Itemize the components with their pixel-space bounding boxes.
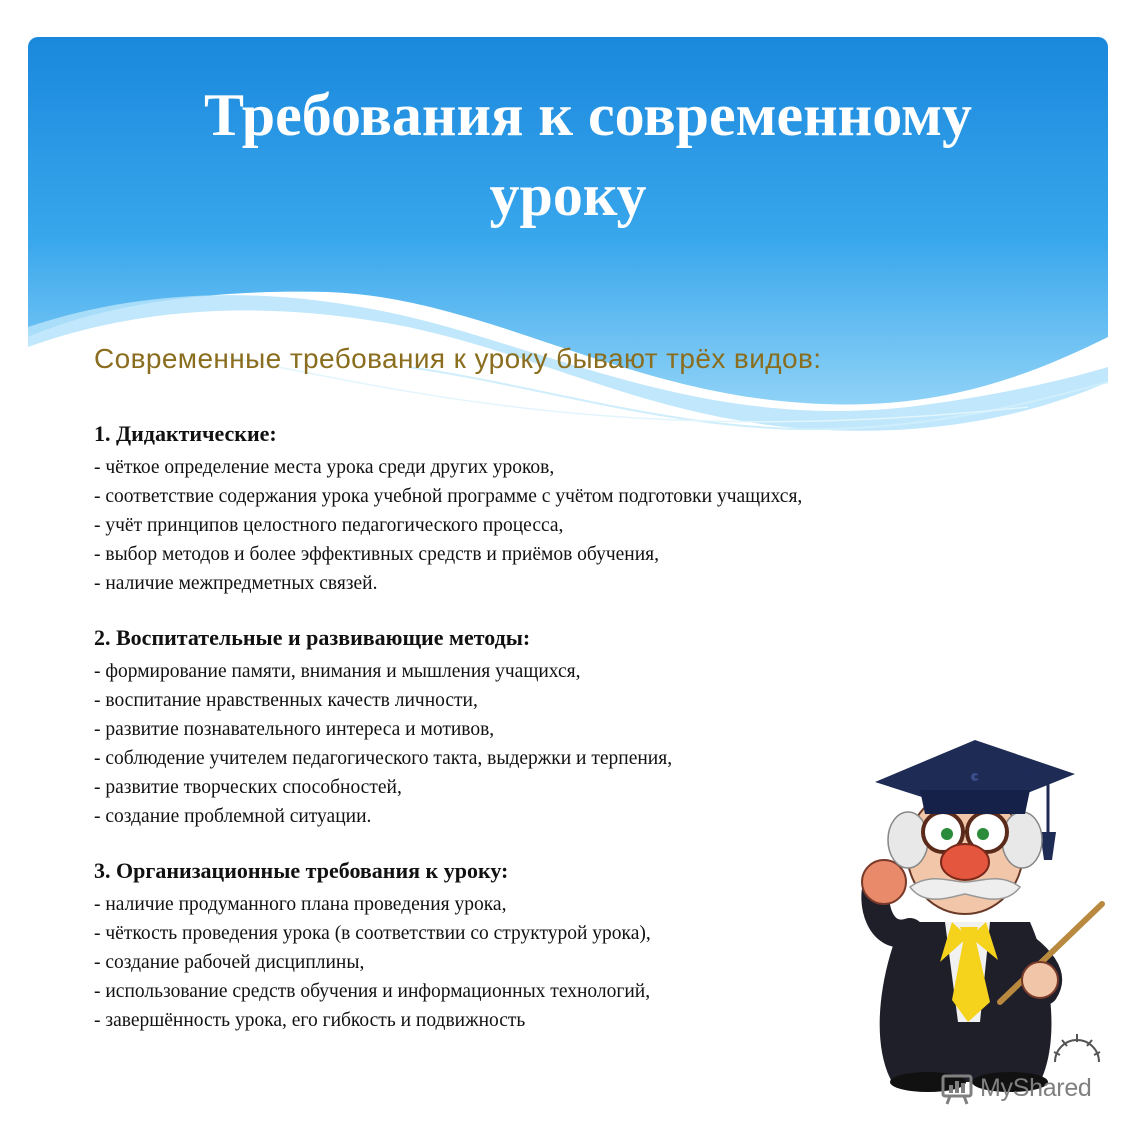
section-heading: 1. Дидактические: xyxy=(94,421,277,446)
list-item: - использование средств обучения и информационных технологий, xyxy=(94,981,651,1002)
alldayru-logo xyxy=(1054,1034,1100,1062)
list-item: - развитие познавательного интереса и мотивов, xyxy=(94,719,495,740)
section-didactic xyxy=(94,419,994,598)
list-item: - воспитание нравственных качеств личности, xyxy=(94,690,478,711)
list-item: - соблюдение учителем педагогического такта, выдержки и терпения, xyxy=(94,748,673,769)
list-item: - чёткость проведения урока (в соответствии со структурой урока), xyxy=(94,923,651,944)
title-line-2: уроку xyxy=(489,162,647,228)
title-line-1: Требования к современному xyxy=(204,82,972,148)
list-item: - наличие продуманного плана проведения урока, xyxy=(94,894,507,915)
list-item: - создание рабочей дисциплины, xyxy=(94,952,365,973)
subtitle: Современные требования к уроку бывают трёх видов: xyxy=(94,343,822,374)
watermark-text: MyShared xyxy=(980,1073,1092,1102)
section-heading: 2. Воспитательные и развивающие методы: xyxy=(94,625,531,650)
section-list xyxy=(94,453,994,598)
list-item: - формирование памяти, внимания и мышления учащихся, xyxy=(94,661,581,682)
professor-illustration xyxy=(840,722,1108,1092)
slide xyxy=(28,37,1108,1097)
presentation-board-icon xyxy=(940,1071,974,1105)
myshared-watermark xyxy=(940,1068,1092,1108)
list-item: - соответствие содержания урока учебной программе с учётом подготовки учащихся, xyxy=(94,486,803,507)
list-item: - развитие творческих способностей, xyxy=(94,777,402,798)
list-item: - наличие межпредметных связей. xyxy=(94,573,378,594)
list-item: - выбор методов и более эффективных средств и приёмов обучения, xyxy=(94,544,660,565)
slide-title xyxy=(28,75,1108,235)
list-item: - чёткое определение места урока среди других уроков, xyxy=(94,457,555,478)
list-item: - завершённость урока, его гибкость и подвижность xyxy=(94,1010,526,1031)
section-heading: 3. Организационные требования к уроку: xyxy=(94,858,509,883)
list-item: - учёт принципов целостного педагогического процесса, xyxy=(94,515,564,536)
list-item: - создание проблемной ситуации. xyxy=(94,806,372,827)
